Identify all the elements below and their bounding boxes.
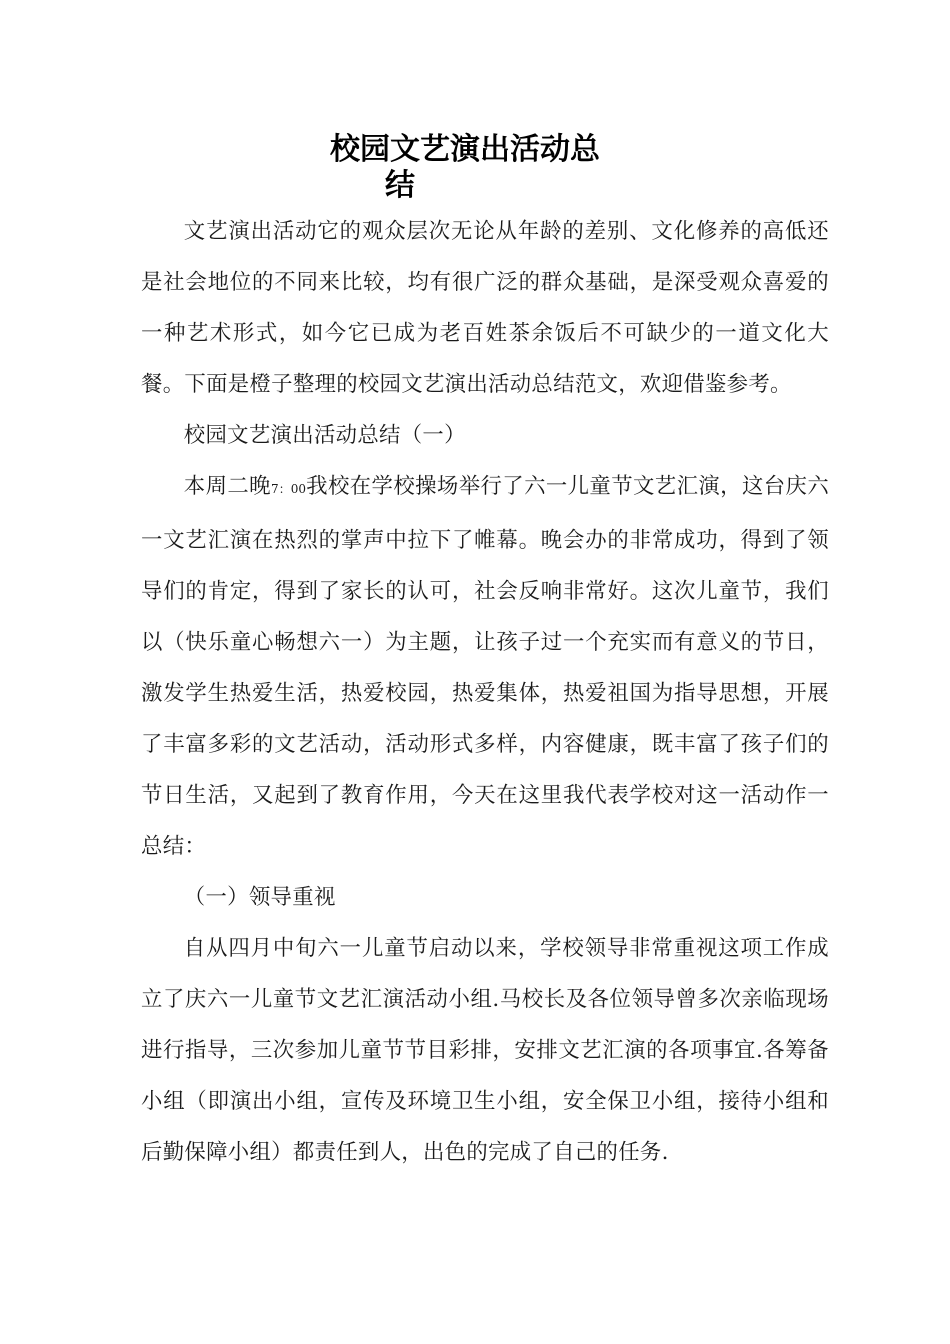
subheading-leadership: （一）领导重视 <box>183 885 336 910</box>
title-line-2: 结 <box>385 168 415 203</box>
document-title <box>330 132 630 204</box>
section-heading: 校园文艺演出活动总结（一） <box>183 423 466 448</box>
intro-paragraph: 文艺演出活动它的观众层次无论从年龄的差别、文化修养的高低还是社会地位的不同来比较，均有很广泛的群众基础，是深受观众喜爱的一种艺术形式，如今它已成为老百姓茶余饭后不可缺少的一道文化大餐。下面是橙子整理的校园文艺演出活动总结范文，欢迎借鉴参考。 <box>141 219 829 397</box>
document-body <box>141 206 829 1178</box>
paragraph-text-rest: 我校在学校操场举行了六一儿童节文艺汇演，这台庆六一文艺汇演在热烈的掌声中拉下了帷幕。晚会办的非常成功，得到了领导们的肯定，得到了家长的认可，社会反响非常好。这次儿童节，我们以（快乐童心畅想六一）为主题，让孩子过一个充实而有意义的节日，激发学生热爱生活，热爱校园，热爱集体，热爱祖国为指导思想，开展了丰富多彩的文艺活动，活动形式多样，内容健康，既丰富了孩子们的节日生活，又起到了教育作用，今天在这里我代表学校对这一活动作一总结： <box>141 474 830 859</box>
paragraph-text-start: 本周二晚 <box>183 474 271 499</box>
title-line-1: 校园文艺演出活动总 <box>330 132 600 167</box>
event-time: 7：00 <box>270 482 307 496</box>
section-paragraph-2: 自从四月中旬六一儿童节启动以来，学校领导非常重视这项工作成立了庆六一儿童节文艺汇演活动小组.马校长及各位领导曾多次亲临现场进行指导，三次参加儿童节节目彩排，安排文艺汇演的各项事宜.各筹备小组（即演出小组，宣传及环境卫生小组，安全保卫小组，接待小组和后勤保障小组）都责任到人，出色的完成了自己的任务. <box>141 936 829 1165</box>
section-paragraph-1 <box>141 461 829 872</box>
